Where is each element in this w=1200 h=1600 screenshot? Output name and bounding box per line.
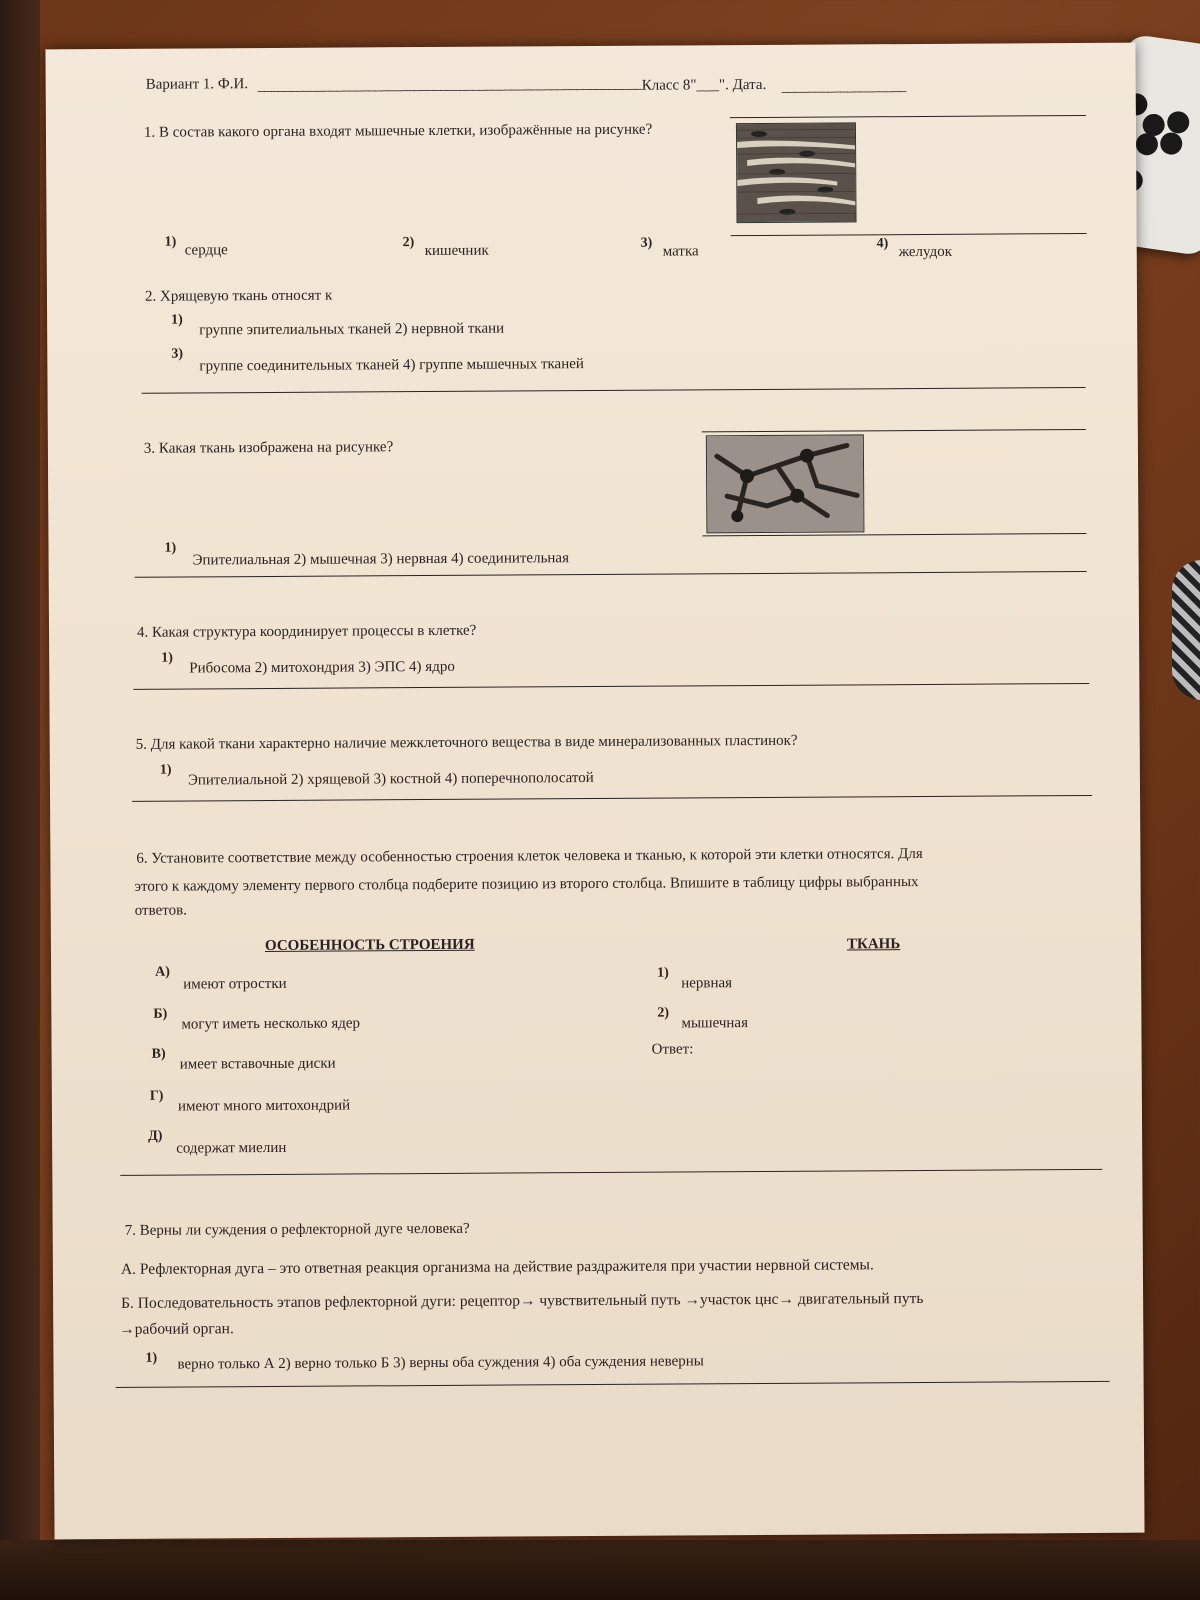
nerve-tissue-figure: [706, 434, 865, 533]
q6-col2-header: ТКАНЬ: [846, 936, 901, 953]
header-variant: Вариант 1. Ф.И.: [145, 76, 249, 93]
q2-line1[interactable]: группе эпителиальных тканей 2) нервной ткани: [199, 320, 505, 339]
q2-text: 2. Хрящевую ткань относят к: [144, 287, 333, 305]
q6-feature-b-letter: Б): [153, 1006, 168, 1022]
q1-opt1[interactable]: сердце: [184, 242, 228, 259]
q6-col1-header: ОСОБЕННОСТЬ СТРОЕНИЯ: [264, 936, 475, 955]
q1-opt4[interactable]: желудок: [898, 243, 953, 261]
q3-options[interactable]: Эпителиальная 2) мышечная 3) нервная 4) соединительная: [192, 550, 570, 569]
q2-line2-num: 3): [171, 346, 184, 362]
q7-statement-b-line2: →рабочий орган.: [119, 1320, 234, 1338]
q7-text: 7. Верны ли суждения о рефлекторной дуге человека?: [124, 1220, 470, 1239]
q6-feature-a-letter: А): [155, 964, 170, 980]
table-edge-bottom: [0, 1540, 1200, 1600]
rope-object: [1172, 560, 1200, 700]
q5-options[interactable]: Эпителиальной 2) хрящевой 3) костной 4) поперечнополосатой: [187, 770, 594, 789]
q6-feature-v: имеет вставочные диски: [179, 1055, 336, 1073]
header-name-blank: ___________________________________________________________: [257, 75, 642, 95]
q2-line1-num: 1): [171, 312, 183, 328]
q6-text-line3: ответов.: [134, 902, 187, 919]
q6-tissue1-num: 1): [657, 965, 669, 981]
q5-text: 5. Для какой ткани характерно наличие межклеточного вещества в виде минерализованных пластинок?: [135, 732, 798, 753]
q7-options[interactable]: верно только А 2) верно только Б 3) верны оба суждения 4) оба суждения неверны: [177, 1353, 704, 1373]
q6-feature-d: содержат миелин: [176, 1139, 287, 1157]
q6-tissue2: мышечная: [681, 1015, 749, 1032]
table-edge-left: [0, 0, 40, 1600]
header-class: Класс 8"___". Дата.: [641, 76, 767, 94]
q6-feature-g: имеют много митохондрий: [177, 1097, 351, 1115]
q6-tissue2-num: 2): [657, 1005, 670, 1021]
q4-text: 4. Какая структура координирует процессы в клетке?: [136, 622, 477, 641]
q6-feature-g-letter: Г): [149, 1088, 164, 1104]
q1-opt1-num: 1): [164, 234, 177, 250]
q7-num: 1): [145, 1350, 158, 1366]
q6-text-line2: этого к каждому элементу первого столбца подберите позицию из второго столбца. Впишите в таблицу цифры выбранных: [134, 874, 919, 895]
header-date-blank: ___________________: [781, 78, 906, 95]
q6-tissue1: нервная: [681, 975, 733, 992]
q1-text: 1. В состав какого органа входят мышечные клетки, изображённые на рисунке?: [143, 121, 653, 141]
q7-statement-a: А. Рефлекторная дуга – это ответная реакция организма на действие раздражителя при участии нервной системы.: [120, 1256, 874, 1278]
q4-num: 1): [161, 650, 173, 666]
q6-feature-d-letter: Д): [148, 1128, 163, 1144]
q4-options[interactable]: Рибосома 2) митохондрия 3) ЭПС 4) ядро: [189, 658, 455, 677]
q6-feature-a: имеют отростки: [183, 975, 287, 993]
worksheet-paper: [45, 43, 1144, 1540]
q3-num: 1): [164, 540, 177, 556]
q1-opt3[interactable]: матка: [662, 243, 699, 260]
q1-opt2[interactable]: кишечник: [424, 242, 489, 260]
q6-feature-b: могут иметь несколько ядер: [181, 1015, 361, 1033]
q1-opt3-num: 3): [640, 235, 653, 251]
q6-text-line1: 6. Установите соответствие между особенностью строения клеток человека и тканью, к которой эти клетки относятся. Для: [136, 845, 923, 867]
q6-feature-v-letter: В): [151, 1046, 166, 1062]
q2-line2[interactable]: группе соединительных тканей 4) группе мышечных тканей: [199, 356, 584, 375]
q6-answer-label: Ответ:: [651, 1041, 694, 1058]
q7-statement-b-line1: Б. Последовательность этапов рефлекторной дуги: рецептор→ чувствительный путь →участок цнс→ двигательный путь: [121, 1290, 924, 1312]
q3-text: 3. Какая ткань изображена на рисунке?: [143, 439, 394, 457]
muscle-cells-figure: [736, 122, 857, 223]
q1-opt4-num: 4): [876, 236, 889, 252]
q5-num: 1): [159, 762, 172, 778]
q1-opt2-num: 2): [402, 235, 415, 251]
